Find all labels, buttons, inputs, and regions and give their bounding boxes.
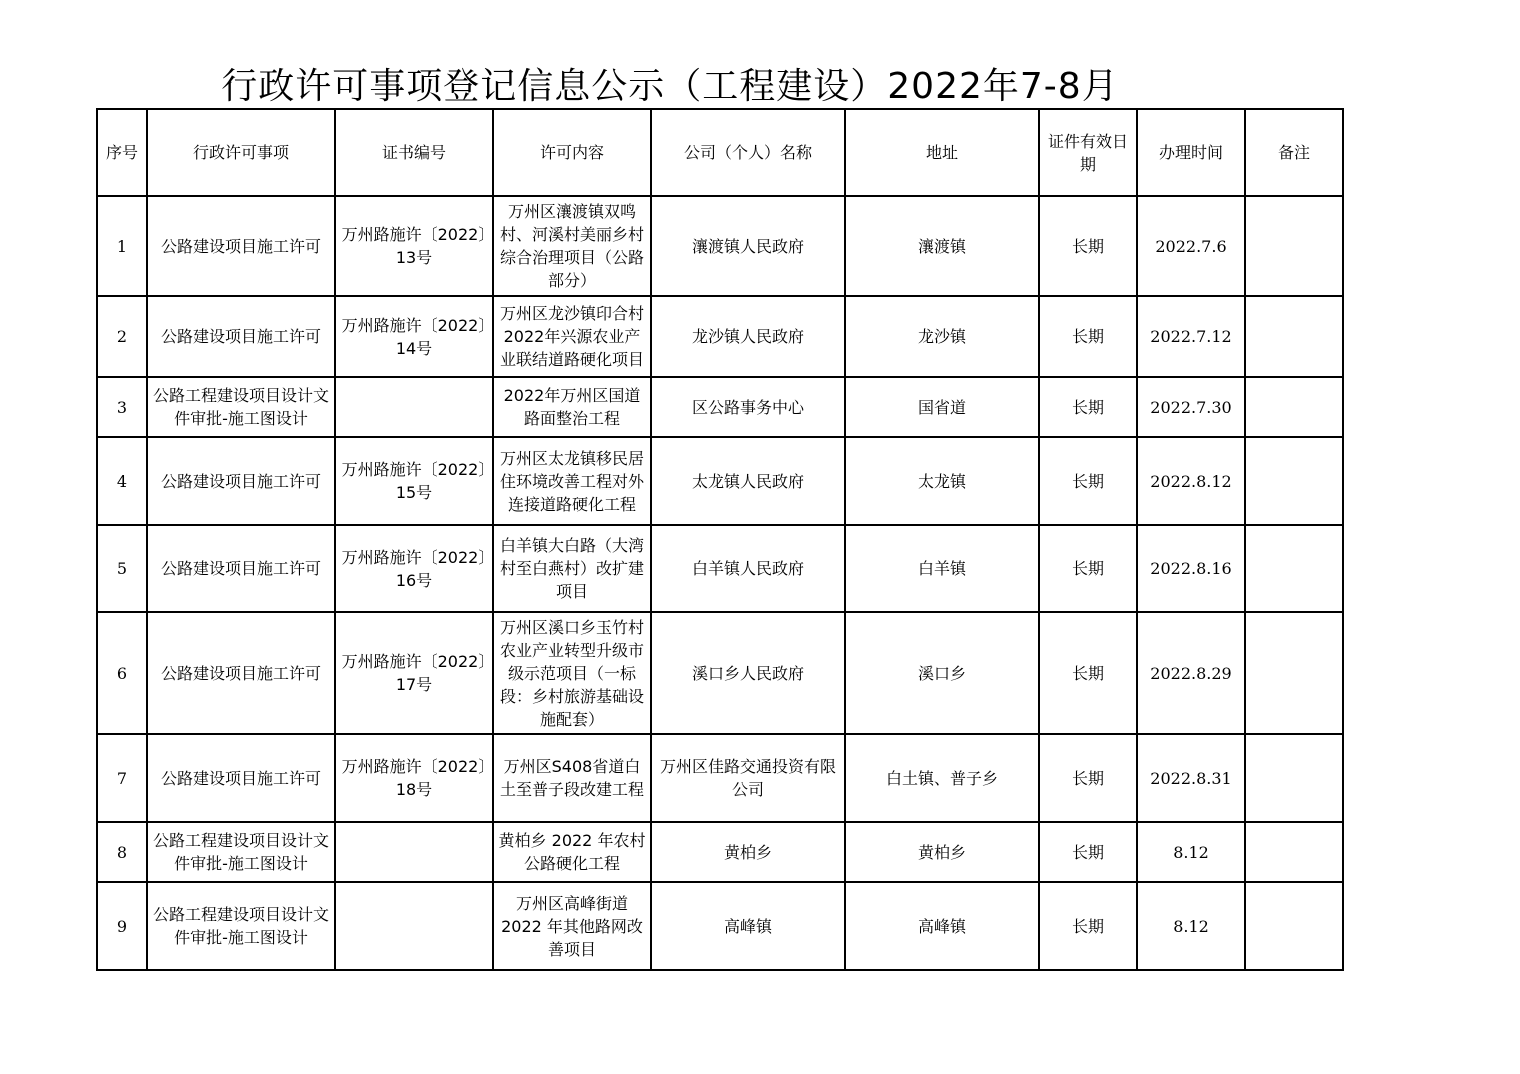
cell-cert-no [335,525,493,612]
cell-seq [97,882,147,970]
cell-seq [97,612,147,734]
cell-cert-no [335,822,493,882]
cell-address-text: 溪口乡 [917,663,966,683]
cell-cert-no [335,296,493,377]
cell-date-text: 2022.8.31 [1150,768,1232,788]
header-item: 行政许可事项 [147,109,335,196]
cell-remark [1245,822,1343,882]
cell-seq [97,377,147,437]
cell-date [1137,196,1245,296]
cell-address-text: 高峰镇 [917,916,966,936]
table-row [97,734,1343,822]
cell-item-text: 公路建设项目施工许可 [160,236,321,256]
cell-item [147,196,335,296]
cell-remark [1245,296,1343,377]
table-row [97,525,1343,612]
cell-validity [1039,612,1137,734]
cell-item-text: 公路建设项目施工许可 [160,327,321,346]
cell-content [493,437,651,525]
cell-content-text: 万州区溪口乡玉竹村农业产业转型升级市级示范项目（一标段：乡村旅游基础设施配套） [499,617,644,729]
cell-content-text: 万州区瀼渡镇双鸣村、河溪村美丽乡村综合治理项目（公路部分） [499,202,644,290]
cell-content-text: 2022年万州区国道路面整治工程 [503,386,641,428]
cell-address-text: 龙沙镇 [917,327,966,346]
cell-validity [1039,882,1137,970]
cell-cert-no-text: 万州路施许〔2022〕15号 [341,460,487,502]
cell-validity-text: 长期 [1071,471,1104,491]
header-remark: 备注 [1245,109,1343,196]
cell-seq-text: 6 [116,663,128,683]
cell-company-text: 万州区佳路交通投资有限公司 [659,757,836,799]
cell-seq-text: 5 [116,559,128,578]
cell-seq-text: 2 [116,327,128,346]
cell-item-text: 公路建设项目施工许可 [160,559,321,578]
cell-remark [1245,734,1343,822]
cell-item-text: 公路工程建设项目设计文件审批-施工图设计 [152,386,329,428]
cell-item [147,437,335,525]
cell-company [651,196,845,296]
cell-seq [97,196,147,296]
cell-content [493,822,651,882]
table-row [97,882,1343,970]
cell-cert-no [335,734,493,822]
cell-date [1137,822,1245,882]
cell-date-text: 2022.7.6 [1155,236,1227,256]
cell-item [147,525,335,612]
cell-item-text: 公路建设项目施工许可 [160,471,321,491]
cell-date [1137,377,1245,437]
header-date: 办理时间 [1137,109,1245,196]
cell-cert-no-text: 万州路施许〔2022〕13号 [341,225,487,267]
cell-date-text: 2022.8.16 [1150,559,1232,578]
table-row [97,822,1343,882]
cell-address [845,525,1039,612]
cell-seq-text: 8 [116,842,128,862]
cell-address [845,296,1039,377]
cell-company [651,437,845,525]
cell-seq-text: 9 [116,916,128,936]
cell-company [651,296,845,377]
cell-remark [1245,882,1343,970]
page-title: 行政许可事项登记信息公示（工程建设）2022年7-8月 [221,66,1119,107]
cell-validity-text: 长期 [1071,842,1104,862]
cell-item [147,822,335,882]
cell-date-text: 8.12 [1173,842,1209,862]
cell-validity [1039,822,1137,882]
cell-cert-no [335,882,493,970]
cell-content-text: 万州区龙沙镇印合村2022年兴源农业产业联结道路硬化项目 [499,304,644,369]
table-row [97,437,1343,525]
table-row [97,296,1343,377]
cell-address [845,822,1039,882]
cell-validity-text: 长期 [1071,916,1104,936]
cell-validity-text: 长期 [1071,768,1104,788]
cell-seq-text: 1 [116,236,128,256]
permit-table [96,108,1344,971]
cell-item-text: 公路建设项目施工许可 [160,768,321,788]
cell-company-text: 区公路事务中心 [691,397,804,417]
table-row [97,196,1343,296]
cell-company-text: 溪口乡人民政府 [691,663,804,683]
cell-content [493,196,651,296]
cell-content-text: 黄柏乡 2022 年农村公路硬化工程 [498,831,646,873]
cell-item [147,882,335,970]
cell-item [147,734,335,822]
cell-item-text: 公路工程建设项目设计文件审批-施工图设计 [152,905,329,947]
cell-validity-text: 长期 [1071,327,1104,346]
cell-cert-no [335,377,493,437]
cell-content-text: 万州区高峰街道 2022 年其他路网改善项目 [501,893,643,959]
cell-remark [1245,525,1343,612]
cell-date-text: 2022.8.12 [1150,471,1232,491]
cell-date [1137,437,1245,525]
cell-item [147,612,335,734]
table-row [97,612,1343,734]
cell-date-text: 8.12 [1173,916,1209,936]
cell-address [845,377,1039,437]
cell-address-text: 黄柏乡 [917,842,966,862]
cell-item-text: 公路建设项目施工许可 [160,663,321,683]
cell-date-text: 2022.7.30 [1150,397,1232,417]
cell-validity-text: 长期 [1071,397,1104,417]
cell-remark [1245,437,1343,525]
cell-cert-no-text: 万州路施许〔2022〕14号 [341,315,487,358]
cell-company-text: 高峰镇 [723,916,772,936]
cell-date [1137,612,1245,734]
cell-validity [1039,377,1137,437]
cell-company [651,612,845,734]
cell-date-text: 2022.8.29 [1150,663,1232,683]
cell-content [493,377,651,437]
cell-company-text: 龙沙镇人民政府 [691,327,804,346]
cell-date [1137,734,1245,822]
cell-validity-text: 长期 [1071,663,1104,683]
cell-validity [1039,296,1137,377]
cell-remark [1245,377,1343,437]
cell-address [845,882,1039,970]
cell-company [651,822,845,882]
cell-cert-no [335,437,493,525]
header-seq: 序号 [97,109,147,196]
cell-content [493,882,651,970]
cell-address [845,734,1039,822]
cell-company [651,377,845,437]
cell-content [493,525,651,612]
cell-address [845,437,1039,525]
cell-cert-no [335,196,493,296]
cell-cert-no-text: 万州路施许〔2022〕18号 [341,757,487,799]
cell-validity-text: 长期 [1071,236,1104,256]
cell-remark [1245,196,1343,296]
cell-validity [1039,525,1137,612]
cell-validity [1039,196,1137,296]
cell-seq-text: 7 [116,768,128,788]
cell-cert-no-text: 万州路施许〔2022〕16号 [341,547,487,590]
cell-company-text: 太龙镇人民政府 [691,471,804,491]
cell-company [651,525,845,612]
cell-date [1137,296,1245,377]
cell-date [1137,525,1245,612]
cell-address-text: 国省道 [917,397,966,417]
cell-seq [97,525,147,612]
cell-content-text: 万州区太龙镇移民居住环境改善工程对外连接道路硬化工程 [499,448,644,514]
cell-seq [97,437,147,525]
cell-content-text: 万州区S408省道白土至普子段改建工程 [499,757,644,799]
cell-validity-text: 长期 [1071,559,1104,578]
cell-item [147,377,335,437]
cell-seq [97,296,147,377]
cell-address-text: 白土镇、普子乡 [885,768,998,788]
cell-company-text: 黄柏乡 [723,842,772,862]
header-address: 地址 [845,109,1039,196]
header-row [97,109,1343,196]
cell-company [651,882,845,970]
cell-content-text: 白羊镇大白路（大湾村至白燕村）改扩建项目 [499,536,644,601]
cell-address [845,612,1039,734]
cell-content [493,612,651,734]
cell-item [147,296,335,377]
cell-seq-text: 4 [116,471,128,491]
cell-seq [97,822,147,882]
cell-seq [97,734,147,822]
cell-content [493,734,651,822]
cell-company-text: 瀼渡镇人民政府 [691,236,804,256]
header-cert-no: 证书编号 [335,109,493,196]
cell-validity [1039,437,1137,525]
header-company: 公司（个人）名称 [651,109,845,196]
cell-address-text: 太龙镇 [917,471,966,491]
cell-cert-no-text: 万州路施许〔2022〕17号 [341,652,487,694]
cell-company-text: 白羊镇人民政府 [691,559,804,578]
cell-cert-no [335,612,493,734]
cell-validity [1039,734,1137,822]
cell-item-text: 公路工程建设项目设计文件审批-施工图设计 [152,831,329,873]
cell-address-text: 白羊镇 [917,559,966,578]
cell-date [1137,882,1245,970]
table-row [97,377,1343,437]
cell-company [651,734,845,822]
cell-date-text: 2022.7.12 [1150,327,1232,346]
cell-remark [1245,612,1343,734]
cell-address-text: 瀼渡镇 [917,236,966,256]
header-validity: 证件有效日期 [1039,109,1137,196]
cell-content [493,296,651,377]
cell-address [845,196,1039,296]
header-content: 许可内容 [493,109,651,196]
cell-seq-text: 3 [116,397,128,417]
